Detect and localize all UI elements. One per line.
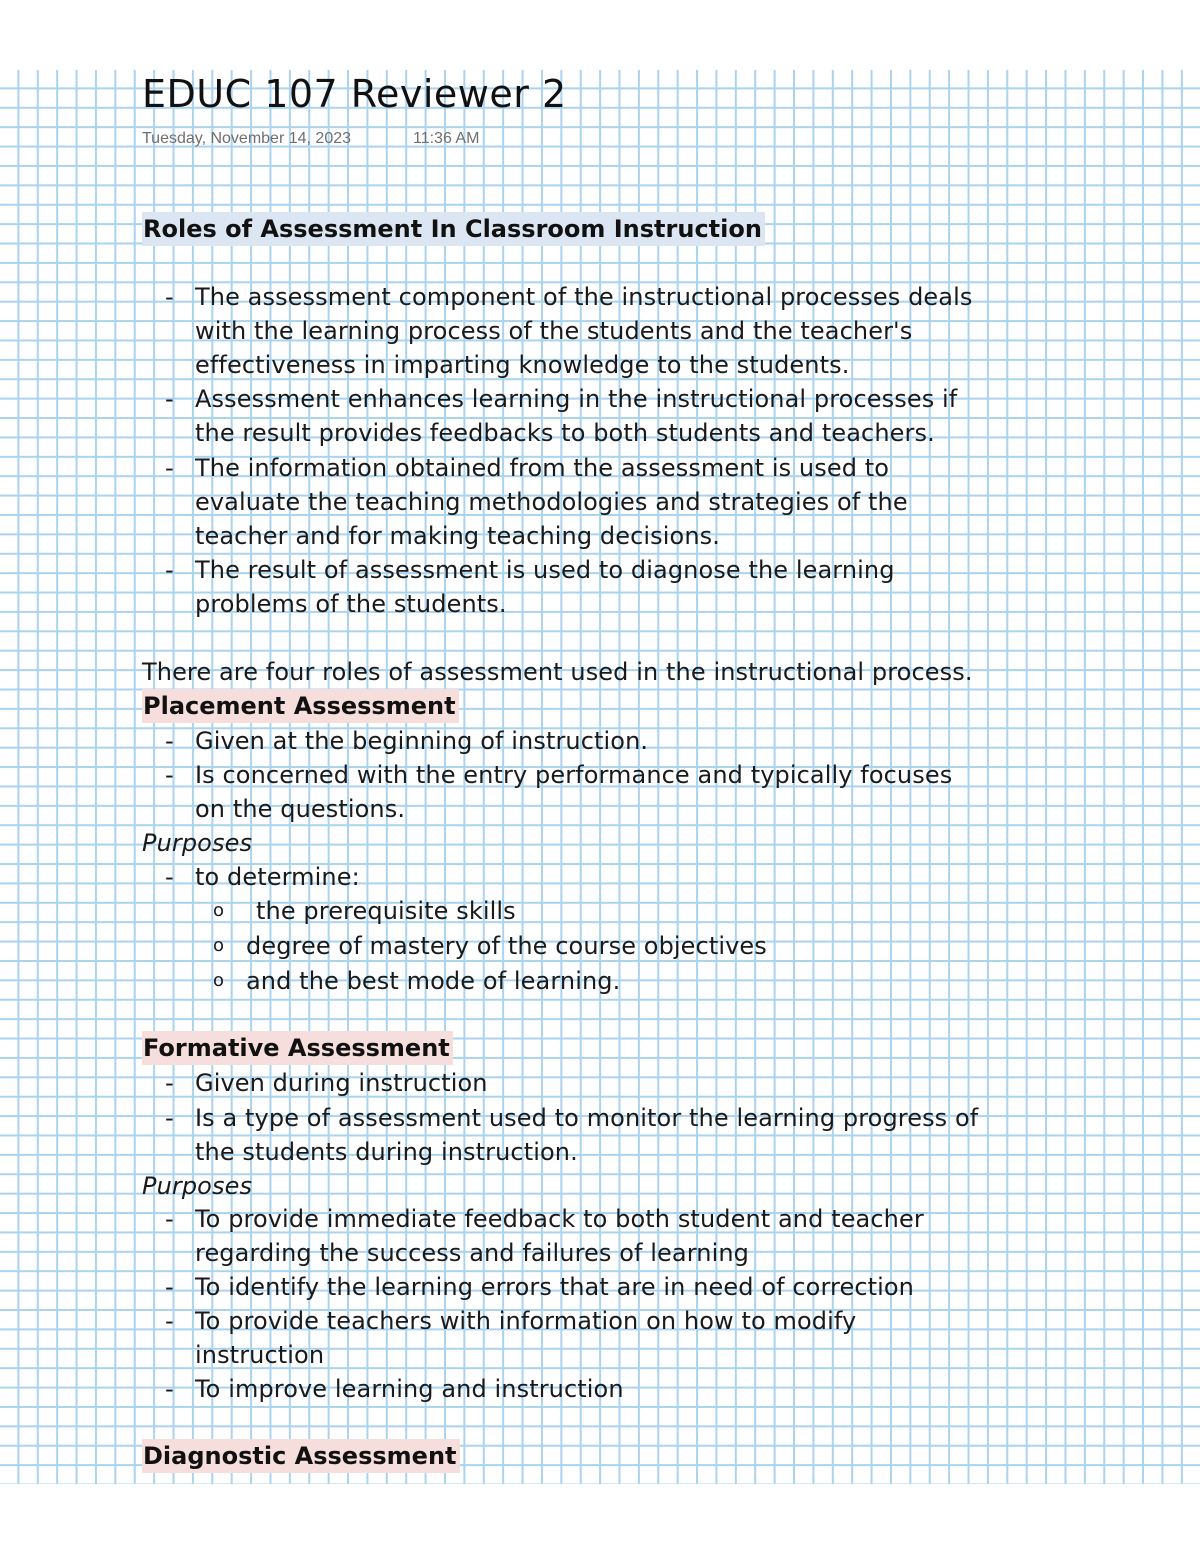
- list-item-text: to determine:: [195, 863, 360, 891]
- list-item-text: The assessment component of the instructional processes deals: [195, 283, 973, 311]
- purposes-label: Purposes: [142, 829, 253, 857]
- list-bullet: -: [165, 1273, 174, 1301]
- list-item-text: Is a type of assessment used to monitor the learning progress of: [195, 1104, 979, 1132]
- note-date: Tuesday, November 14, 2023: [142, 130, 352, 147]
- list-item-text: To provide immediate feedback to both student and teacher: [195, 1205, 924, 1233]
- list-bullet: -: [165, 1069, 174, 1097]
- list-item-text: Is concerned with the entry performance and typically focuses: [195, 761, 953, 789]
- list-item-text: problems of the students.: [195, 590, 507, 618]
- sub-list-item-text: the prerequisite skills: [256, 897, 516, 925]
- list-item-text: with the learning process of the students and the teacher's: [195, 317, 913, 345]
- list-bullet: -: [165, 761, 174, 789]
- sub-list-item-text: degree of mastery of the course objectives: [246, 932, 767, 960]
- sub-list-bullet: o: [213, 970, 225, 991]
- list-item-text: The information obtained from the assessment is used to: [195, 454, 890, 482]
- section-heading-diagnostic: Diagnostic Assessment: [142, 1439, 460, 1473]
- list-item-text: Given during instruction: [195, 1069, 488, 1097]
- list-item-text: To improve learning and instruction: [195, 1375, 624, 1403]
- section-heading-placement: Placement Assessment: [142, 689, 459, 723]
- purposes-label: Purposes: [142, 1172, 253, 1200]
- list-item-text: To identify the learning errors that are in need of correction: [195, 1273, 914, 1301]
- paragraph-text: There are four roles of assessment used in the instructional process.: [142, 658, 973, 686]
- sub-list-bullet: o: [213, 900, 225, 921]
- list-bullet: -: [165, 1375, 174, 1403]
- list-item-text: Assessment enhances learning in the instructional processes if: [195, 385, 958, 413]
- list-item-text: teacher and for making teaching decisions.: [195, 522, 720, 550]
- list-item-text: the result provides feedbacks to both students and teachers.: [195, 419, 935, 447]
- sub-list-item-text: and the best mode of learning.: [246, 967, 621, 995]
- list-bullet: -: [165, 556, 174, 584]
- sub-list-bullet: o: [213, 935, 225, 956]
- list-bullet: -: [165, 863, 174, 891]
- list-item-text: effectiveness in imparting knowledge to the students.: [195, 351, 850, 379]
- section-heading-roles: Roles of Assessment In Classroom Instruction: [142, 212, 765, 246]
- list-item-text: instruction: [195, 1341, 325, 1369]
- note-time: 11:36 AM: [413, 130, 480, 147]
- list-bullet: -: [165, 1205, 174, 1233]
- section-heading-formative: Formative Assessment: [142, 1031, 453, 1065]
- list-item-text: the students during instruction.: [195, 1138, 578, 1166]
- list-bullet: -: [165, 283, 174, 311]
- list-item-text: To provide teachers with information on how to modify: [195, 1307, 857, 1335]
- list-item-text: evaluate the teaching methodologies and strategies of the: [195, 488, 908, 516]
- list-bullet: -: [165, 385, 174, 413]
- list-item-text: The result of assessment is used to diagnose the learning: [195, 556, 895, 584]
- list-bullet: -: [165, 1307, 174, 1335]
- list-bullet: -: [165, 727, 174, 755]
- page-title: EDUC 107 Reviewer 2: [142, 72, 567, 116]
- list-item-text: on the questions.: [195, 795, 406, 823]
- list-bullet: -: [165, 1104, 174, 1132]
- list-item-text: Given at the beginning of instruction.: [195, 727, 649, 755]
- list-bullet: -: [165, 454, 174, 482]
- list-item-text: regarding the success and failures of learning: [195, 1239, 749, 1267]
